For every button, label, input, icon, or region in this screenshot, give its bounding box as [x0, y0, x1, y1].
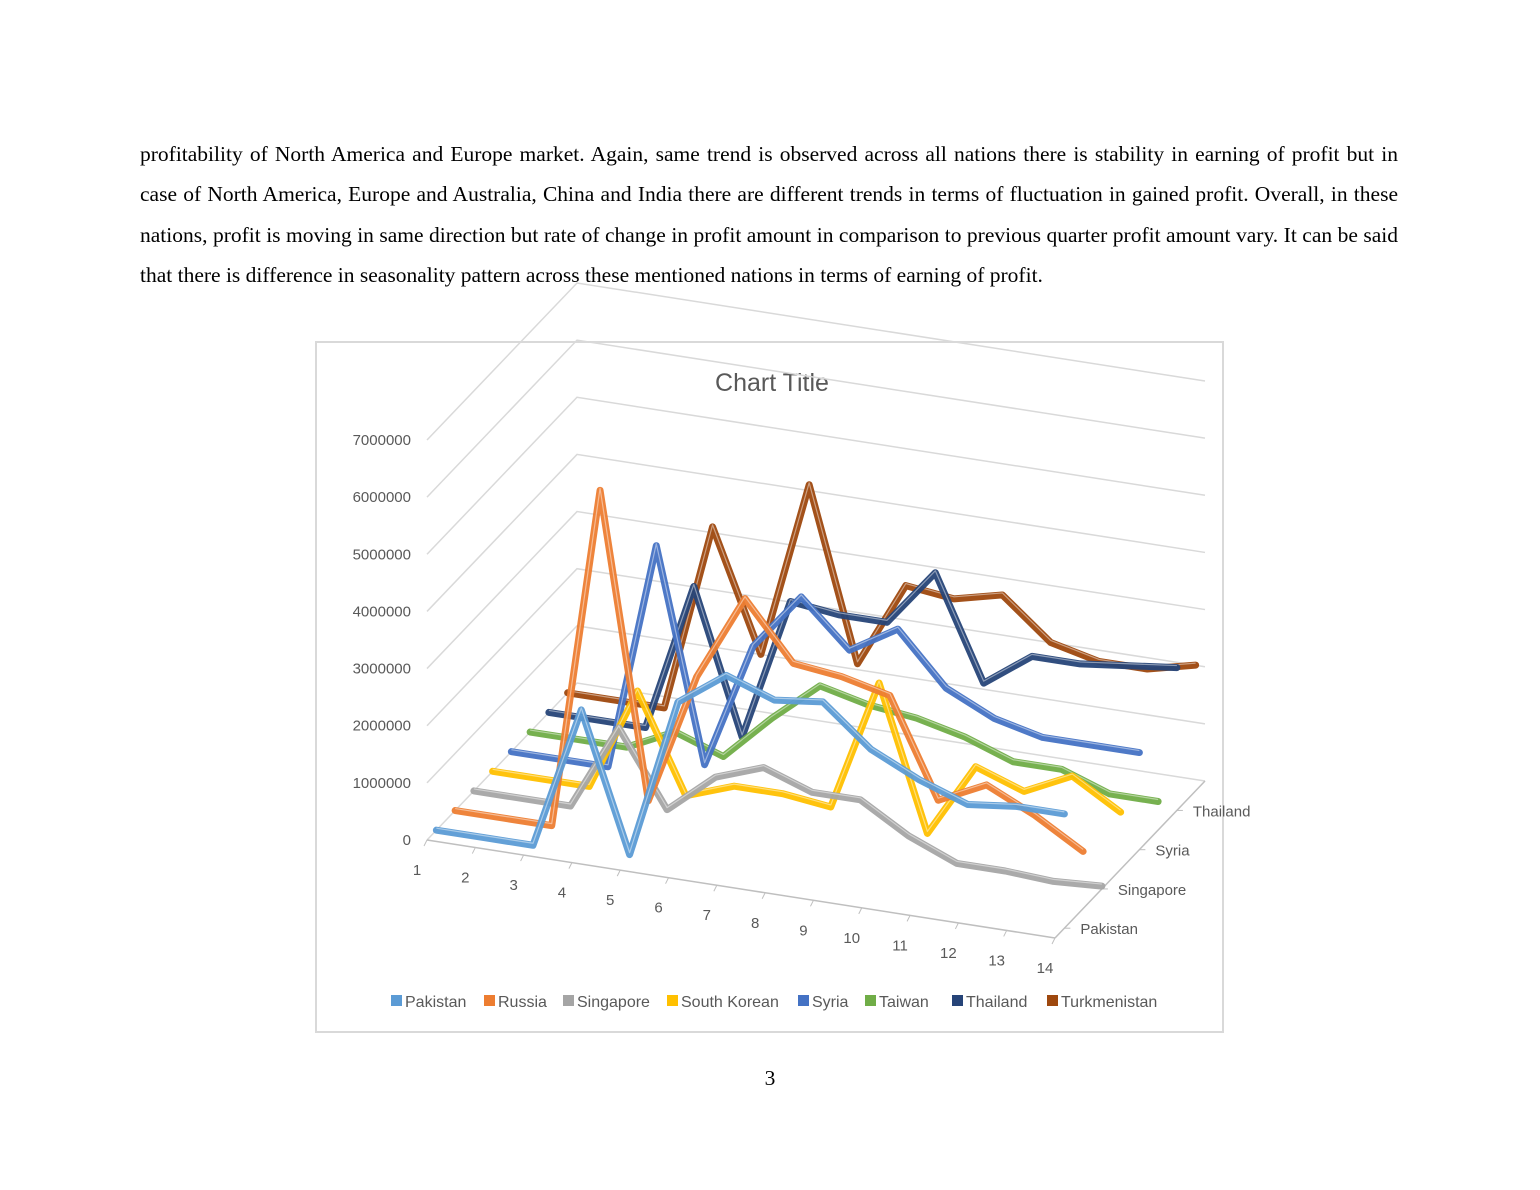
x-tick-mark — [666, 878, 669, 884]
x-tick-label: 6 — [654, 899, 663, 917]
legend-swatch — [865, 995, 876, 1006]
x-tick-mark — [617, 870, 620, 876]
legend-swatch — [563, 995, 574, 1006]
chart-title: Chart Title — [715, 369, 829, 397]
x-tick-mark — [810, 900, 813, 906]
x-tick-mark — [521, 855, 524, 861]
x-tick-mark — [472, 848, 475, 854]
legend-label: Syria — [812, 994, 849, 1011]
legend-swatch — [484, 995, 495, 1006]
legend-swatch — [667, 995, 678, 1006]
x-tick-label: 7 — [702, 907, 712, 925]
legend-label: Singapore — [577, 994, 650, 1011]
x-tick-mark — [424, 840, 427, 846]
chart-svg — [317, 343, 1251, 1031]
x-tick-label: 11 — [892, 937, 908, 955]
page-number: 3 — [764, 1066, 776, 1090]
x-tick-mark — [762, 893, 765, 899]
series-layer — [436, 483, 1195, 886]
x-tick-mark — [955, 923, 958, 929]
x-tick-label: 9 — [799, 922, 808, 940]
y-tick-label: 6000000 — [352, 489, 411, 507]
x-tick-label: 14 — [1036, 960, 1054, 977]
x-tick-mark — [1004, 930, 1007, 936]
legend-swatch — [391, 995, 402, 1006]
x-tick-mark — [569, 863, 572, 869]
y-tick-label: 2000000 — [352, 717, 411, 735]
legend-label: South Korean — [681, 994, 779, 1011]
body-paragraph: profitability of North America and Europe market. Again, same trend is observed across all nations there is stability in earning of profit but in case of North America, Europe and Australia, China and India there are different trends in terms of fluctuation in gained profit. Overall, in these nations, profit is moving in same direction but rate of change in profit amount in comparison to previous quarter profit amount vary. It can be said that there is difference in seasonality pattern across these mentioned nations in terms of earning of profit. — [140, 142, 1398, 287]
x-tick-label: 2 — [461, 869, 470, 887]
x-axis-line — [427, 840, 1055, 938]
gridline — [427, 340, 1205, 497]
x-tick-label: 8 — [750, 914, 760, 932]
x-tick-label: 4 — [557, 884, 567, 902]
depth-tick-label: Syria — [1155, 842, 1190, 860]
depth-tick-label: Pakistan — [1080, 921, 1138, 939]
gridline — [427, 283, 1205, 440]
legend-label: Turkmenistan — [1061, 994, 1158, 1011]
y-tick-label: 0 — [402, 832, 411, 849]
legend-label: Russia — [498, 994, 547, 1011]
y-tick-label: 3000000 — [352, 660, 411, 678]
x-tick-label: 10 — [843, 929, 861, 947]
legend-label: Pakistan — [405, 994, 467, 1011]
legend — [391, 994, 1157, 1011]
gridline — [427, 454, 1205, 611]
y-tick-label: 1000000 — [352, 774, 411, 792]
legend-swatch — [798, 995, 809, 1006]
legend-label: Taiwan — [879, 994, 929, 1011]
gridline — [427, 397, 1205, 554]
legend-label: Thailand — [966, 994, 1028, 1011]
depth-tick-label: Singapore — [1117, 881, 1187, 899]
y-tick-label: 4000000 — [352, 603, 411, 621]
legend-swatch — [1047, 995, 1058, 1006]
y-tick-label: 7000000 — [352, 432, 411, 449]
x-tick-mark — [1052, 938, 1055, 944]
chart-area — [315, 341, 1251, 1033]
x-tick-label: 3 — [509, 877, 518, 895]
legend-swatch — [952, 995, 963, 1006]
x-tick-mark — [859, 908, 862, 914]
x-tick-label: 13 — [988, 952, 1006, 970]
gridline — [427, 512, 1205, 669]
x-tick-mark — [907, 915, 910, 921]
y-tick-label: 5000000 — [352, 546, 411, 564]
x-tick-mark — [714, 885, 717, 891]
x-tick-label: 1 — [412, 862, 422, 879]
x-tick-label: 12 — [940, 944, 957, 962]
x-tick-label: 5 — [606, 892, 615, 910]
depth-tick-label: Thailand — [1192, 803, 1251, 821]
series-highlight — [511, 544, 1139, 765]
